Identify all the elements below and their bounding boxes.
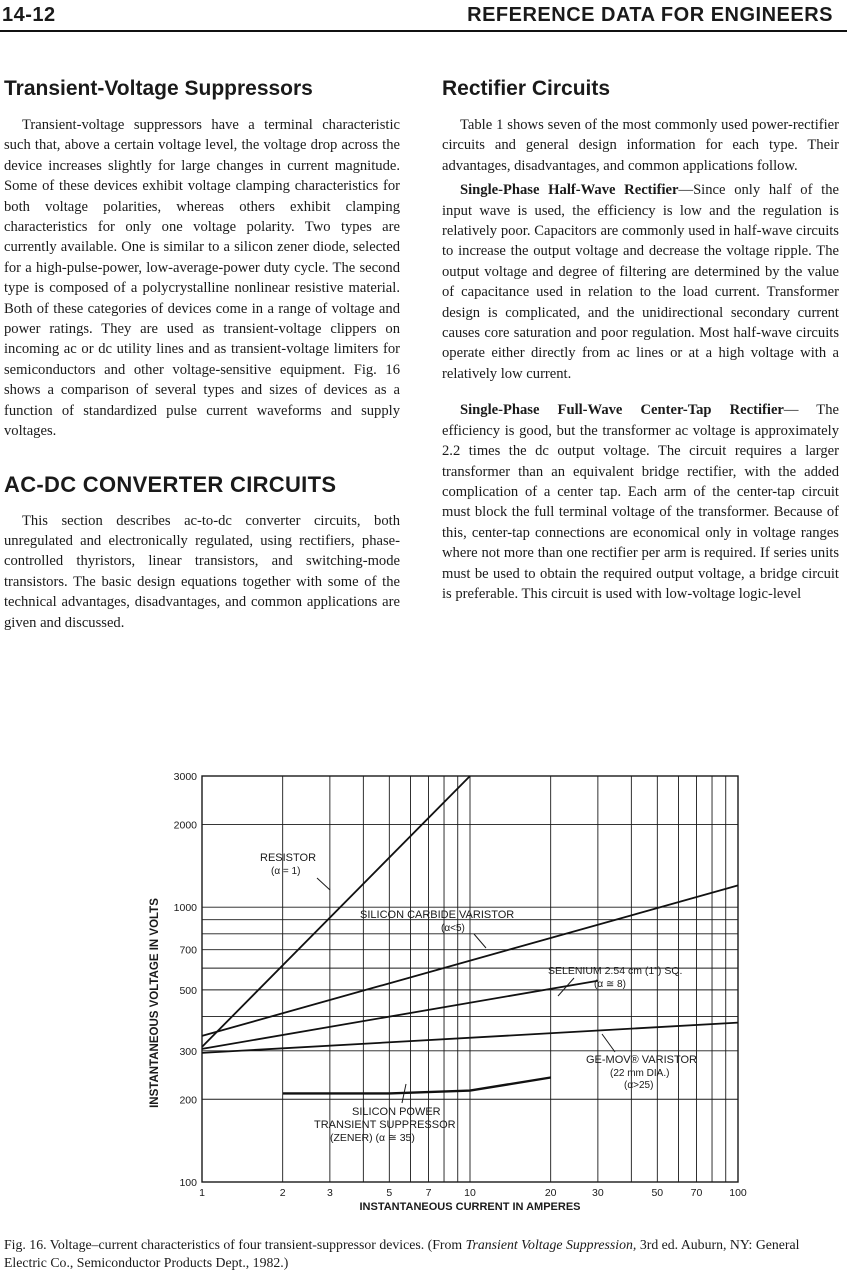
page-number: 14-12 (2, 4, 56, 26)
selenium-curve (202, 981, 598, 1049)
caption-prefix: Fig. 16. Voltage–current characteristics of four transient-suppressor devices. (From (4, 1237, 466, 1252)
text-half-wave: —Since only half of the input wave is used, the efficiency is low and the regulation is relatively poor. Capacitors are commonly used in half-wave circuits to increase the output voltage and decrease the voltage ripple. The output voltage and degree of filtering are determined by the value of capacitance used in relation to the load current. Transformer design is complicated, and the unidirectional secondary current causes core saturation and poor regulation. Most half-wave circuits operate either directly from ac lines or at a high voltage with a relatively low current. (442, 182, 839, 382)
selenium-alpha: (α ≅ 8) (594, 979, 626, 990)
x-axis-label: INSTANTANEOUS CURRENT IN AMPERES (359, 1201, 581, 1213)
zener-label-1: SILICON POWER (352, 1106, 441, 1118)
figure-16 (140, 766, 760, 1216)
selenium-label: SELENIUM 2.54 cm (1") SQ. (548, 965, 683, 977)
y-tick-label: 2000 (173, 819, 197, 832)
section-title-acdc: AC-DC CONVERTER CIRCUITS (4, 471, 337, 497)
zener-label-3: (ZENER) (α ≅ 35) (330, 1132, 415, 1144)
figure-caption (4, 1236, 840, 1272)
vi-chart (140, 766, 760, 1216)
left-column (4, 76, 400, 633)
y-tick-label: 3000 (173, 771, 197, 783)
gemov-alpha: (α>25) (624, 1080, 654, 1091)
run-in-center-tap: Single-Phase Full-Wave Center-Tap Rectifier (460, 402, 784, 419)
y-tick-label: 700 (179, 944, 197, 957)
gemov-label: GE-MOV® VARISTOR (586, 1054, 697, 1066)
y-tick-label: 100 (179, 1177, 197, 1189)
resistor-alpha: (α = 1) (271, 866, 301, 877)
caption-suffix: 3rd ed. Auburn, NY: General Electric Co., Semiconductor Products Dept., 1982.) (4, 1237, 800, 1270)
x-tick-label: 30 (592, 1187, 604, 1199)
x-tick-label: 20 (544, 1187, 557, 1199)
text-center-tap: — The efficiency is good, but the transformer ac voltage is approximately 2.2 times the dc output voltage. The circuit requires a larger transformer than an equivalent bridge rectifier, with the added complication of a center tap. Each arm of the center-tap circuit must block the full terminal voltage of the transformer. Because of this, center-tap connections are economical only in voltage ranges where not more than one rectifier per arm is required. If series units must be used to obtain the required output voltage, a bridge circuit is preferable. This circuit is used with low-voltage logic-level (442, 402, 839, 602)
y-tick-label: 500 (179, 984, 197, 997)
x-tick-label: 2 (279, 1187, 286, 1199)
x-tick-label: 100 (729, 1187, 747, 1199)
y-axis-label: INSTANTANEOUS VOLTAGE IN VOLTS (149, 898, 161, 1108)
caption-source-title: Transient Voltage Suppression, (465, 1237, 637, 1252)
y-tick-label: 200 (179, 1094, 197, 1107)
paragraph-acdc: This section describes ac-to-dc converter circuits, both unregulated and electronically regulated, using rectifiers, phase-controlled thyristors, linear transistors, and switching-mode transistors. The basic design equations together with some of the technical advantages, disadvantages, and common applications are given and discussed. (4, 512, 400, 631)
y-tick-label: 1000 (173, 902, 197, 915)
x-tick-label: 7 (425, 1187, 432, 1199)
section-title-rectifier: Rectifier Circuits (442, 77, 611, 100)
sic-label: SILICON CARBIDE VARISTOR (360, 909, 515, 921)
gemov-size: (22 mm DIA.) (610, 1068, 670, 1079)
gemov-leader (602, 1034, 615, 1052)
zener-label-2: TRANSIENT SUPPRESSOR (314, 1119, 456, 1131)
resistor-label: RESISTOR (260, 852, 317, 864)
x-tick-label: 3 (326, 1187, 333, 1199)
right-column (442, 76, 839, 604)
section-title-suppressors: Transient-Voltage Suppressors (4, 77, 313, 100)
resistor-leader (317, 878, 330, 890)
x-tick-label: 1 (199, 1187, 205, 1199)
paragraph-suppressors: Transient-voltage suppressors have a terminal characteristic such that, above a certain voltage level, the voltage drop across the device increases slightly for large changes in current magnitude. Some of these devices exhibit voltage clamping characteristics for both voltage polarities, whereas others exhibit clamping characteristics for only one voltage polarity. Two types are currently available. One is similar to a silicon zener diode, selected for a high-pulse-power, low-average-power duty cycle. The second type is composed of a polycrystalline nonlinear resistive material. Both of these categories of devices come in a range of voltage and power ratings. They are used as transient-voltage clippers on incoming ac or dc utility lines and as transient-voltage limiters for semiconductors and other voltage-sensitive equipment. Fig. 16 shows a comparison of several types and sizes of devices as a function of standardized pulse current waveforms and supply voltages. (4, 117, 400, 440)
paragraph-center-tap (442, 400, 839, 604)
x-tick-label: 10 (464, 1187, 476, 1199)
x-tick-label: 50 (651, 1187, 664, 1199)
running-title: REFERENCE DATA FOR ENGINEERS (467, 4, 833, 26)
run-in-half-wave: Single-Phase Half-Wave Rectifier (460, 182, 679, 199)
sic-alpha: (α<5) (441, 923, 465, 934)
x-tick-label: 5 (386, 1187, 393, 1199)
paragraph-rectifier-intro: Table 1 shows seven of the most commonly used power-rectifier circuits and general design information for each type. Their advantages, disadvantages, and common applications follow. (442, 117, 839, 174)
header-rule (0, 30, 847, 32)
zener-curve (283, 1078, 551, 1094)
y-tick-label: 300 (179, 1045, 197, 1058)
sic-leader (474, 934, 486, 948)
x-tick-label: 70 (690, 1187, 703, 1199)
paragraph-half-wave (442, 180, 839, 384)
